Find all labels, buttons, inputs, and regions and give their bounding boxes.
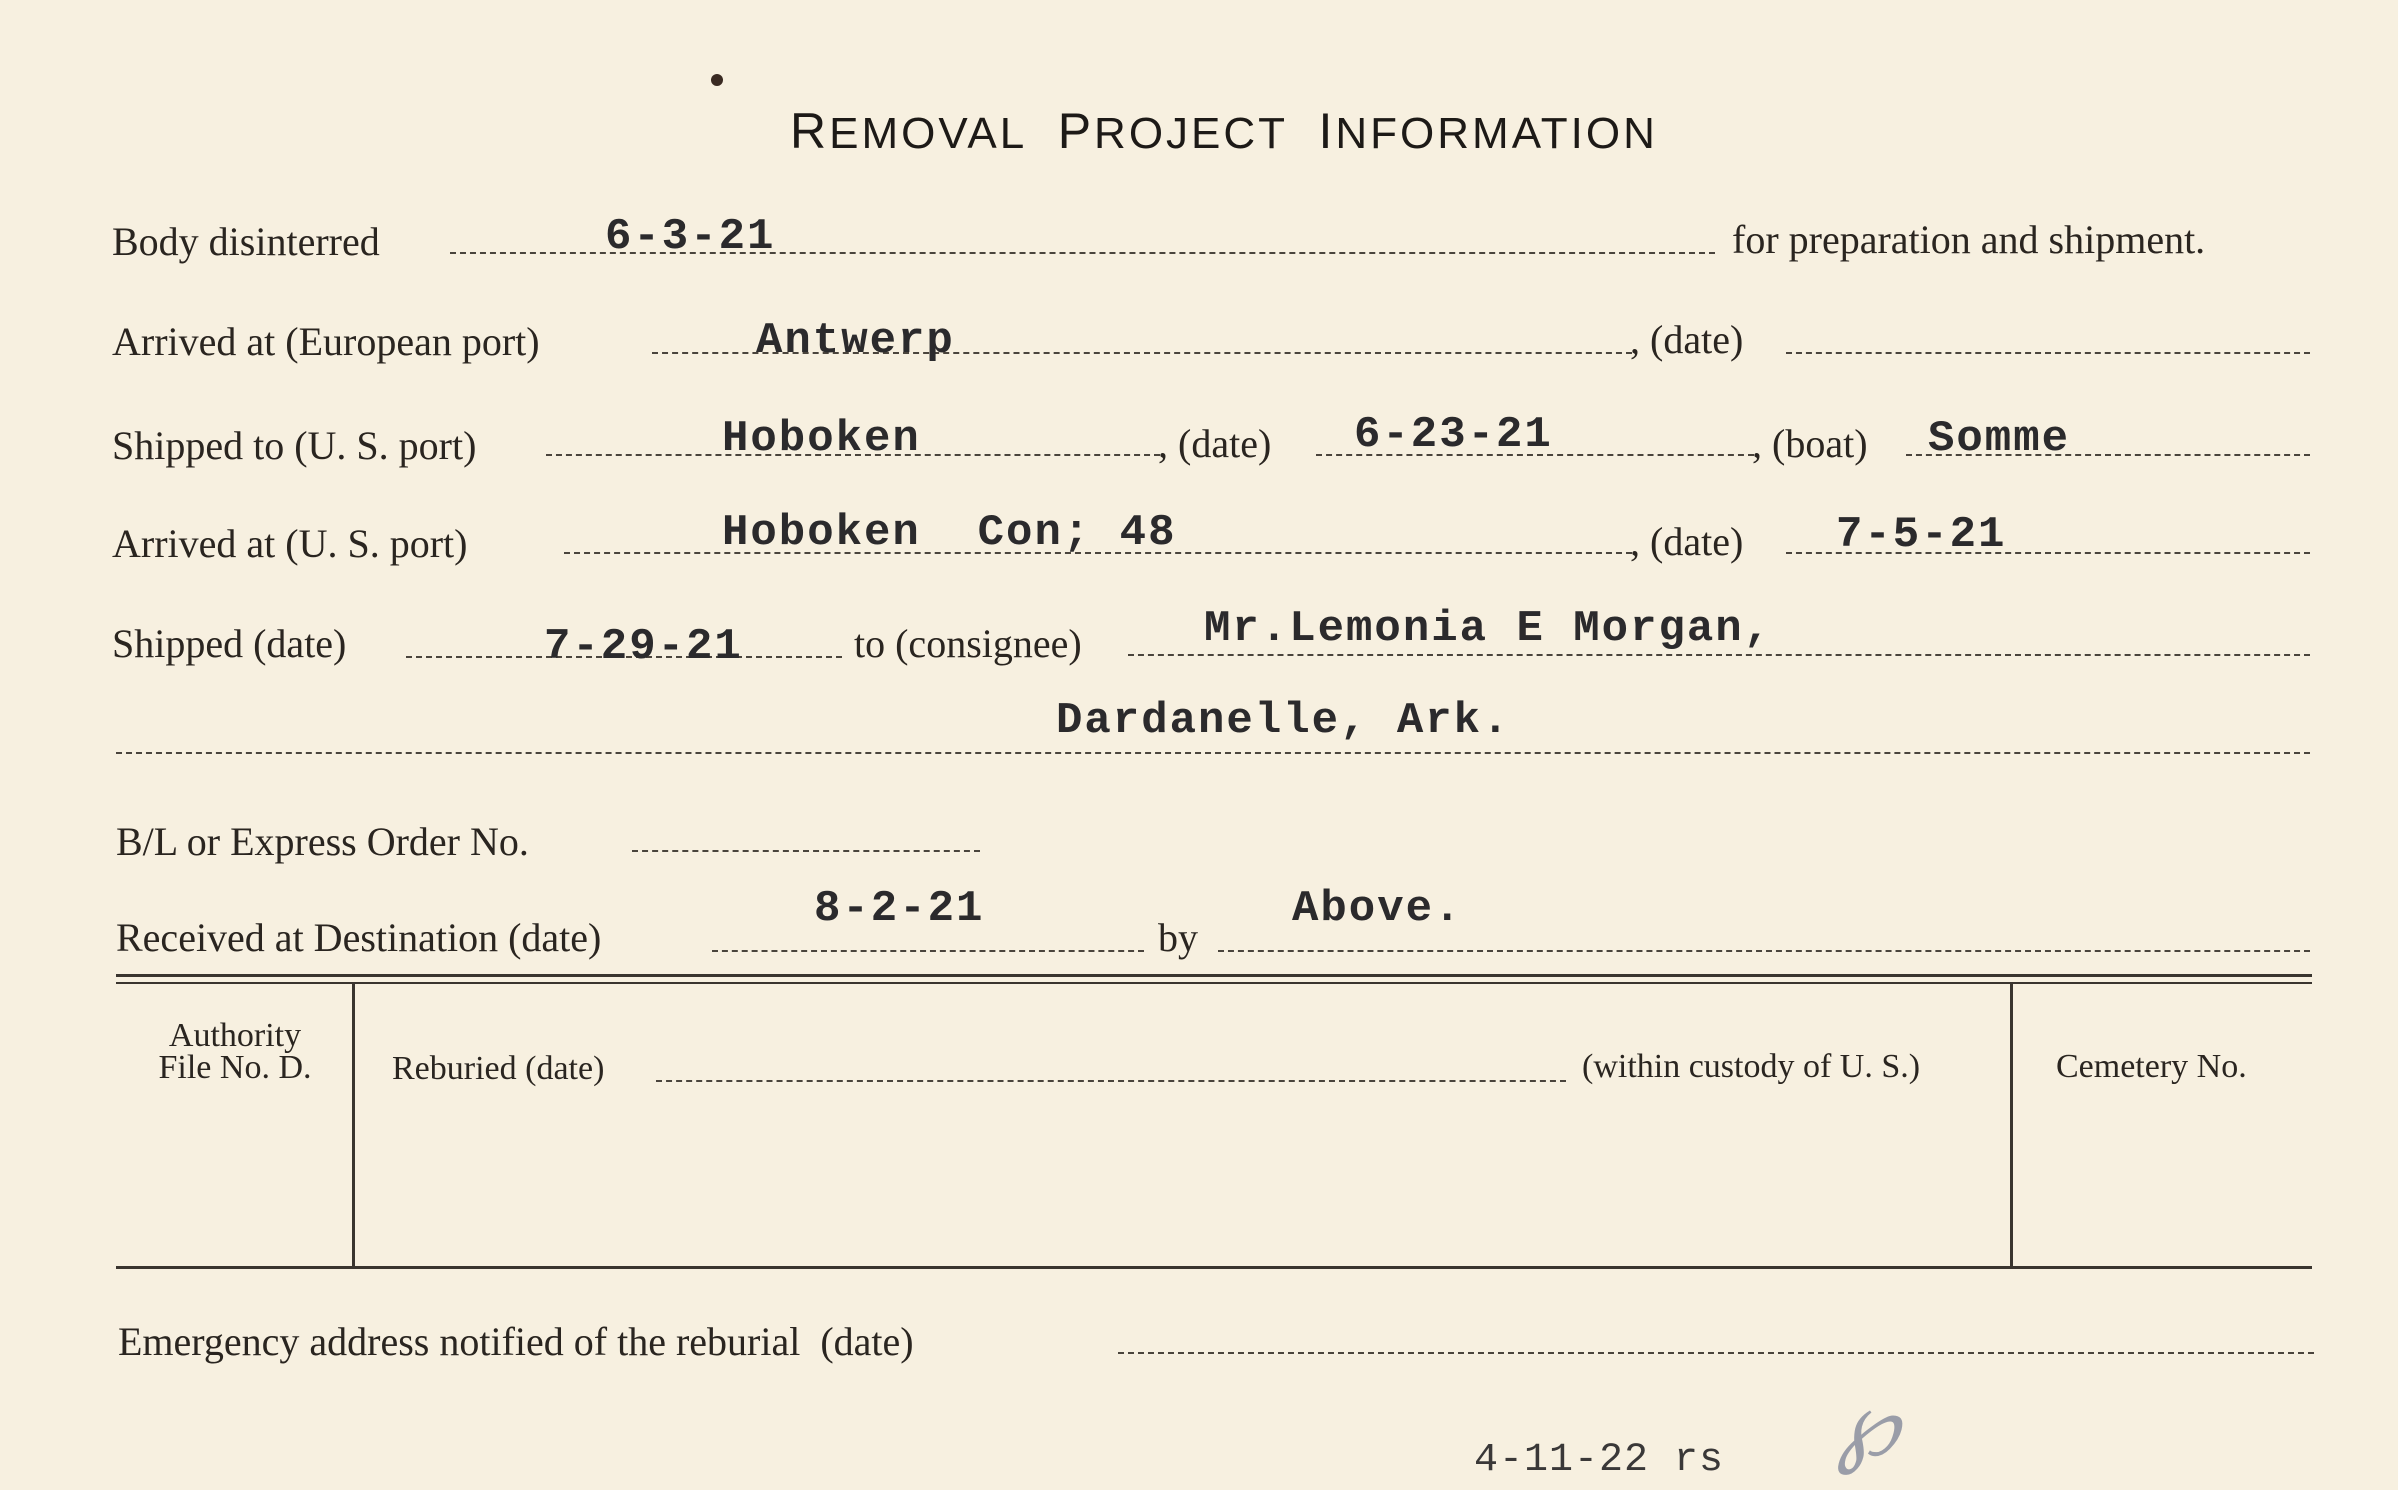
card-title	[790, 102, 1658, 160]
body-disinterred-value: 6-3-21	[605, 212, 776, 262]
arrived-us-port-label: Arrived at (U. S. port)	[112, 521, 468, 566]
shipped-us-date-value: 6-23-21	[1354, 410, 1553, 460]
bl-order-label: B/L or Express Order No.	[116, 819, 529, 864]
received-date-value: 8-2-21	[814, 884, 985, 934]
ink-dot	[711, 74, 723, 86]
shipped-us-date-label: , (date)	[1158, 421, 1272, 466]
cemetery-label: Cemetery No.	[2056, 1048, 2247, 1085]
title-word-information: NFORMATION	[1335, 109, 1658, 158]
shipped-date-value: 7-29-21	[544, 622, 743, 672]
emergency-line	[1118, 1352, 2314, 1354]
european-port-label: Arrived at (European port)	[112, 319, 540, 364]
authority-line-2: File No. D.	[158, 1049, 312, 1086]
bottom-stamp: 4-11-22 rs	[1474, 1438, 1725, 1483]
shipped-date-label: Shipped (date)	[112, 621, 347, 666]
title-word-removal: EMOVAL	[829, 109, 1028, 158]
received-label: Received at Destination (date)	[116, 915, 602, 960]
custody-label: (within custody of U. S.)	[1582, 1048, 1921, 1085]
received-by-label: by	[1158, 915, 1198, 960]
boat-value: Somme	[1928, 414, 2071, 464]
arrived-us-date-label: , (date)	[1630, 519, 1744, 564]
table-top-rule	[116, 974, 2312, 977]
body-disinterred-suffix: for preparation and shipment.	[1732, 217, 2206, 262]
authority-label	[130, 1017, 340, 1086]
reburied-label: Reburied (date)	[392, 1050, 605, 1087]
consignee-value: Mr.Lemonia E Morgan,	[1204, 604, 1773, 654]
title-initial-r: R	[790, 103, 830, 159]
arrived-us-date-value: 7-5-21	[1836, 510, 2007, 560]
title-word-project: ROJECT	[1094, 109, 1289, 158]
consignee-line	[1128, 654, 2310, 656]
table-top-rule-2	[116, 982, 2312, 984]
european-port-date-line	[1786, 352, 2310, 354]
boat-label: , (boat)	[1752, 421, 1868, 466]
table-bottom-rule	[116, 1266, 2312, 1269]
shipped-us-port-value: Hoboken	[722, 414, 921, 464]
european-port-value: Antwerp	[756, 316, 955, 366]
authority-line-1: Authority	[168, 1017, 302, 1054]
table-divider-right	[2010, 984, 2013, 1266]
title-initial-p: P	[1057, 103, 1095, 159]
received-by-line	[1218, 950, 2310, 952]
handwritten-mark: ℘	[1836, 1372, 1899, 1477]
consignee-label: to (consignee)	[854, 621, 1082, 666]
consignee-address: Dardanelle, Ark.	[1056, 696, 1511, 746]
emergency-label: Emergency address notified of the reburial (date)	[118, 1319, 914, 1364]
shipped-us-port-label: Shipped to (U. S. port)	[112, 423, 477, 468]
received-date-line	[712, 950, 1144, 952]
arrived-us-port-value: Hoboken Con; 48	[722, 508, 1177, 558]
title-initial-i: I	[1318, 103, 1336, 159]
address-line	[116, 752, 2310, 754]
body-disinterred-label: Body disinterred	[112, 219, 380, 264]
table-divider-left	[352, 984, 355, 1266]
european-port-date-label: , (date)	[1630, 317, 1744, 362]
reburied-line	[656, 1080, 1566, 1082]
bl-order-line	[632, 850, 980, 852]
received-by-value: Above.	[1292, 884, 1463, 934]
